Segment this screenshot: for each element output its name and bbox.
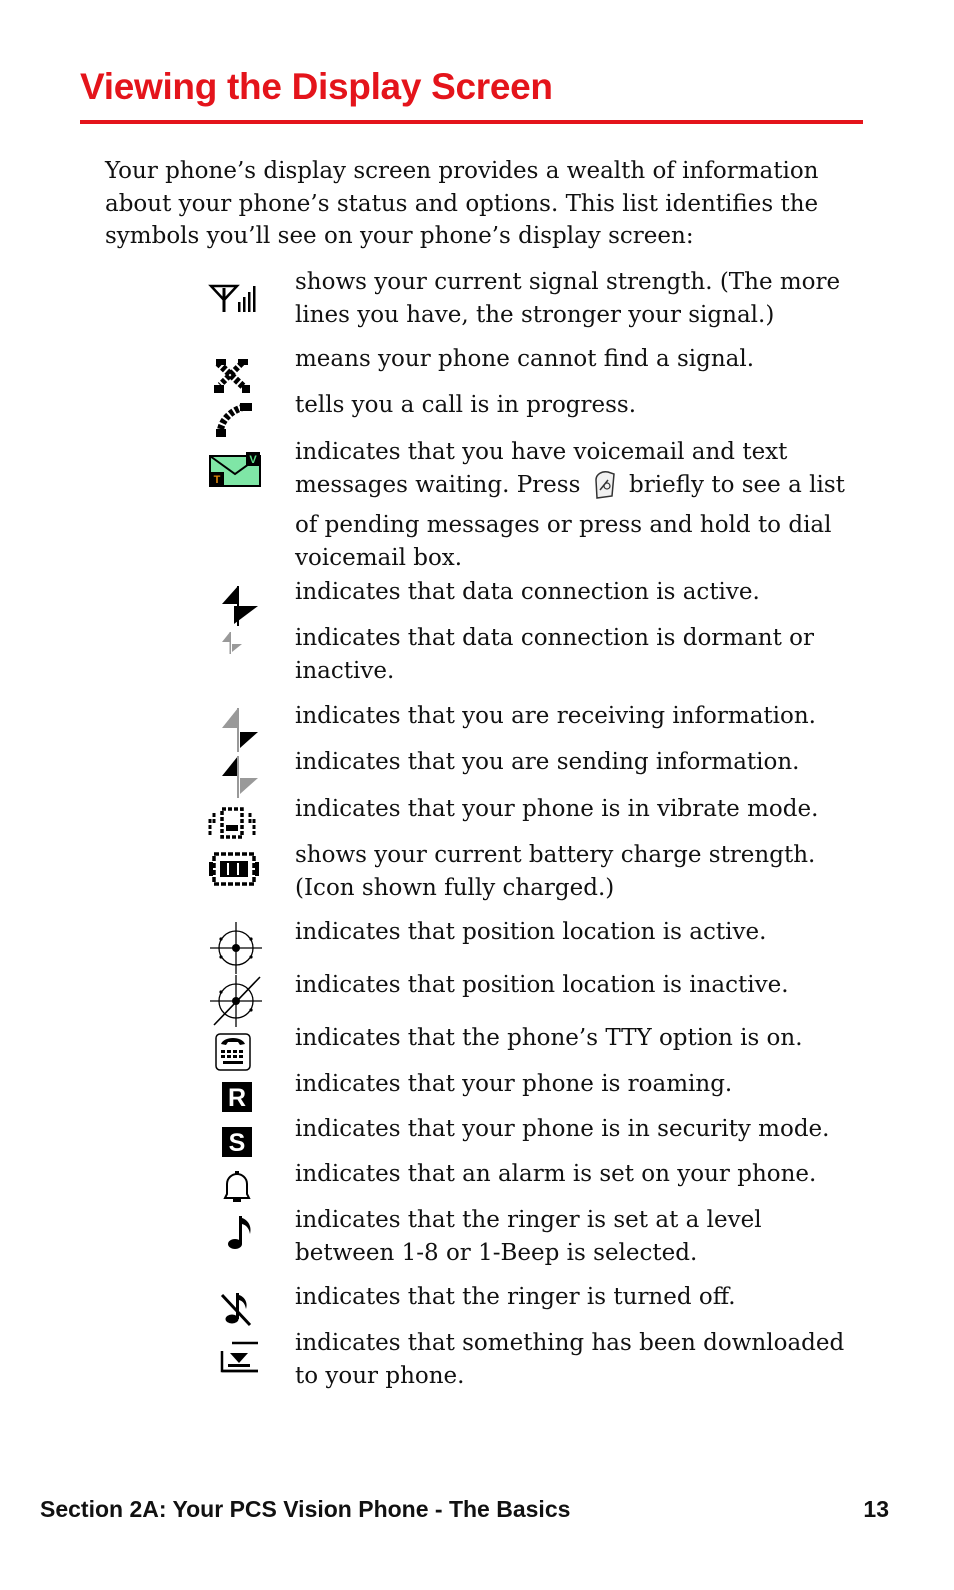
- data-active-icon: [208, 584, 264, 624]
- svg-text:V: V: [249, 454, 257, 466]
- location-off-icon: [208, 973, 264, 1013]
- symbol-description: indicates that something has been downloaded to your phone.: [295, 1330, 845, 1389]
- talk-key-icon: [592, 470, 618, 510]
- symbol-description: indicates that you are sending information.: [295, 749, 800, 775]
- no-signal-icon: [208, 355, 264, 395]
- battery-icon: [208, 851, 264, 891]
- signal-strength-icon: [208, 280, 264, 320]
- alarm-bell-icon: [208, 1170, 264, 1210]
- symbol-description: indicates that your phone is roaming.: [295, 1071, 733, 1097]
- symbol-description: indicates that data connection is dormant or inactive.: [295, 625, 815, 684]
- data-sending-icon: [208, 754, 264, 794]
- symbol-description: shows your current battery charge strength. (Icon shown fully charged.): [295, 842, 816, 901]
- symbol-description: shows your current signal strength. (The more lines you have, the stronger your signal.): [295, 269, 841, 328]
- location-on-icon: [208, 920, 264, 960]
- symbol-description: indicates that the ringer is turned off.: [295, 1284, 736, 1310]
- symbol-description: means your phone cannot find a signal.: [295, 346, 755, 372]
- voicemail-text-message-icon: [208, 450, 264, 490]
- symbol-description: indicates that the ringer is set at a level between 1-8 or 1-Beep is selected.: [295, 1207, 762, 1266]
- title-divider: [80, 120, 863, 124]
- symbol-description: tells you a call is in progress.: [295, 392, 637, 418]
- symbol-description: indicates that position location is inactive.: [295, 972, 789, 998]
- symbol-description: indicates that data connection is active.: [295, 579, 760, 605]
- svg-text:T: T: [213, 474, 221, 486]
- symbol-description: indicates that an alarm is set on your phone.: [295, 1161, 817, 1187]
- page-number: 13: [863, 1496, 889, 1522]
- symbol-description: indicates that position location is active.: [295, 919, 767, 945]
- footer-section-title: Section 2A: Your PCS Vision Phone - The Basics: [40, 1496, 571, 1522]
- ringer-off-icon: [208, 1291, 264, 1331]
- page-title: Viewing the Display Screen: [80, 66, 553, 107]
- symbol-description: [295, 436, 860, 574]
- symbol-description: indicates that your phone is in vibrate mode.: [295, 796, 819, 822]
- data-dormant-icon: [208, 626, 264, 666]
- roaming-glyph: R: [227, 1084, 247, 1112]
- security-glyph: S: [228, 1129, 246, 1157]
- tty-icon: [208, 1032, 264, 1072]
- symbol-description: indicates that your phone is in security mode.: [295, 1116, 830, 1142]
- symbol-description-part: indicates that you have voicemail and text messages waiting. Press: [295, 439, 788, 498]
- download-icon: [208, 1337, 264, 1377]
- security-mode-icon: [208, 1125, 264, 1165]
- vibrate-mode-icon: [208, 805, 264, 845]
- intro-paragraph: Your phone’s display screen provides a wealth of information about your phone’s status and options. This list identifies the symbols you’ll see on your phone’s display screen:: [105, 158, 819, 249]
- symbol-description: indicates that the phone’s TTY option is on.: [295, 1025, 803, 1051]
- symbol-description-part: briefly to see a list of pending messages or press and hold to dial voicemail box.: [295, 471, 845, 571]
- call-in-progress-icon: [208, 401, 264, 441]
- ringer-on-icon: [208, 1214, 264, 1254]
- roaming-icon: [208, 1080, 264, 1120]
- symbol-description: indicates that you are receiving information.: [295, 703, 816, 729]
- data-receiving-icon: [208, 706, 264, 746]
